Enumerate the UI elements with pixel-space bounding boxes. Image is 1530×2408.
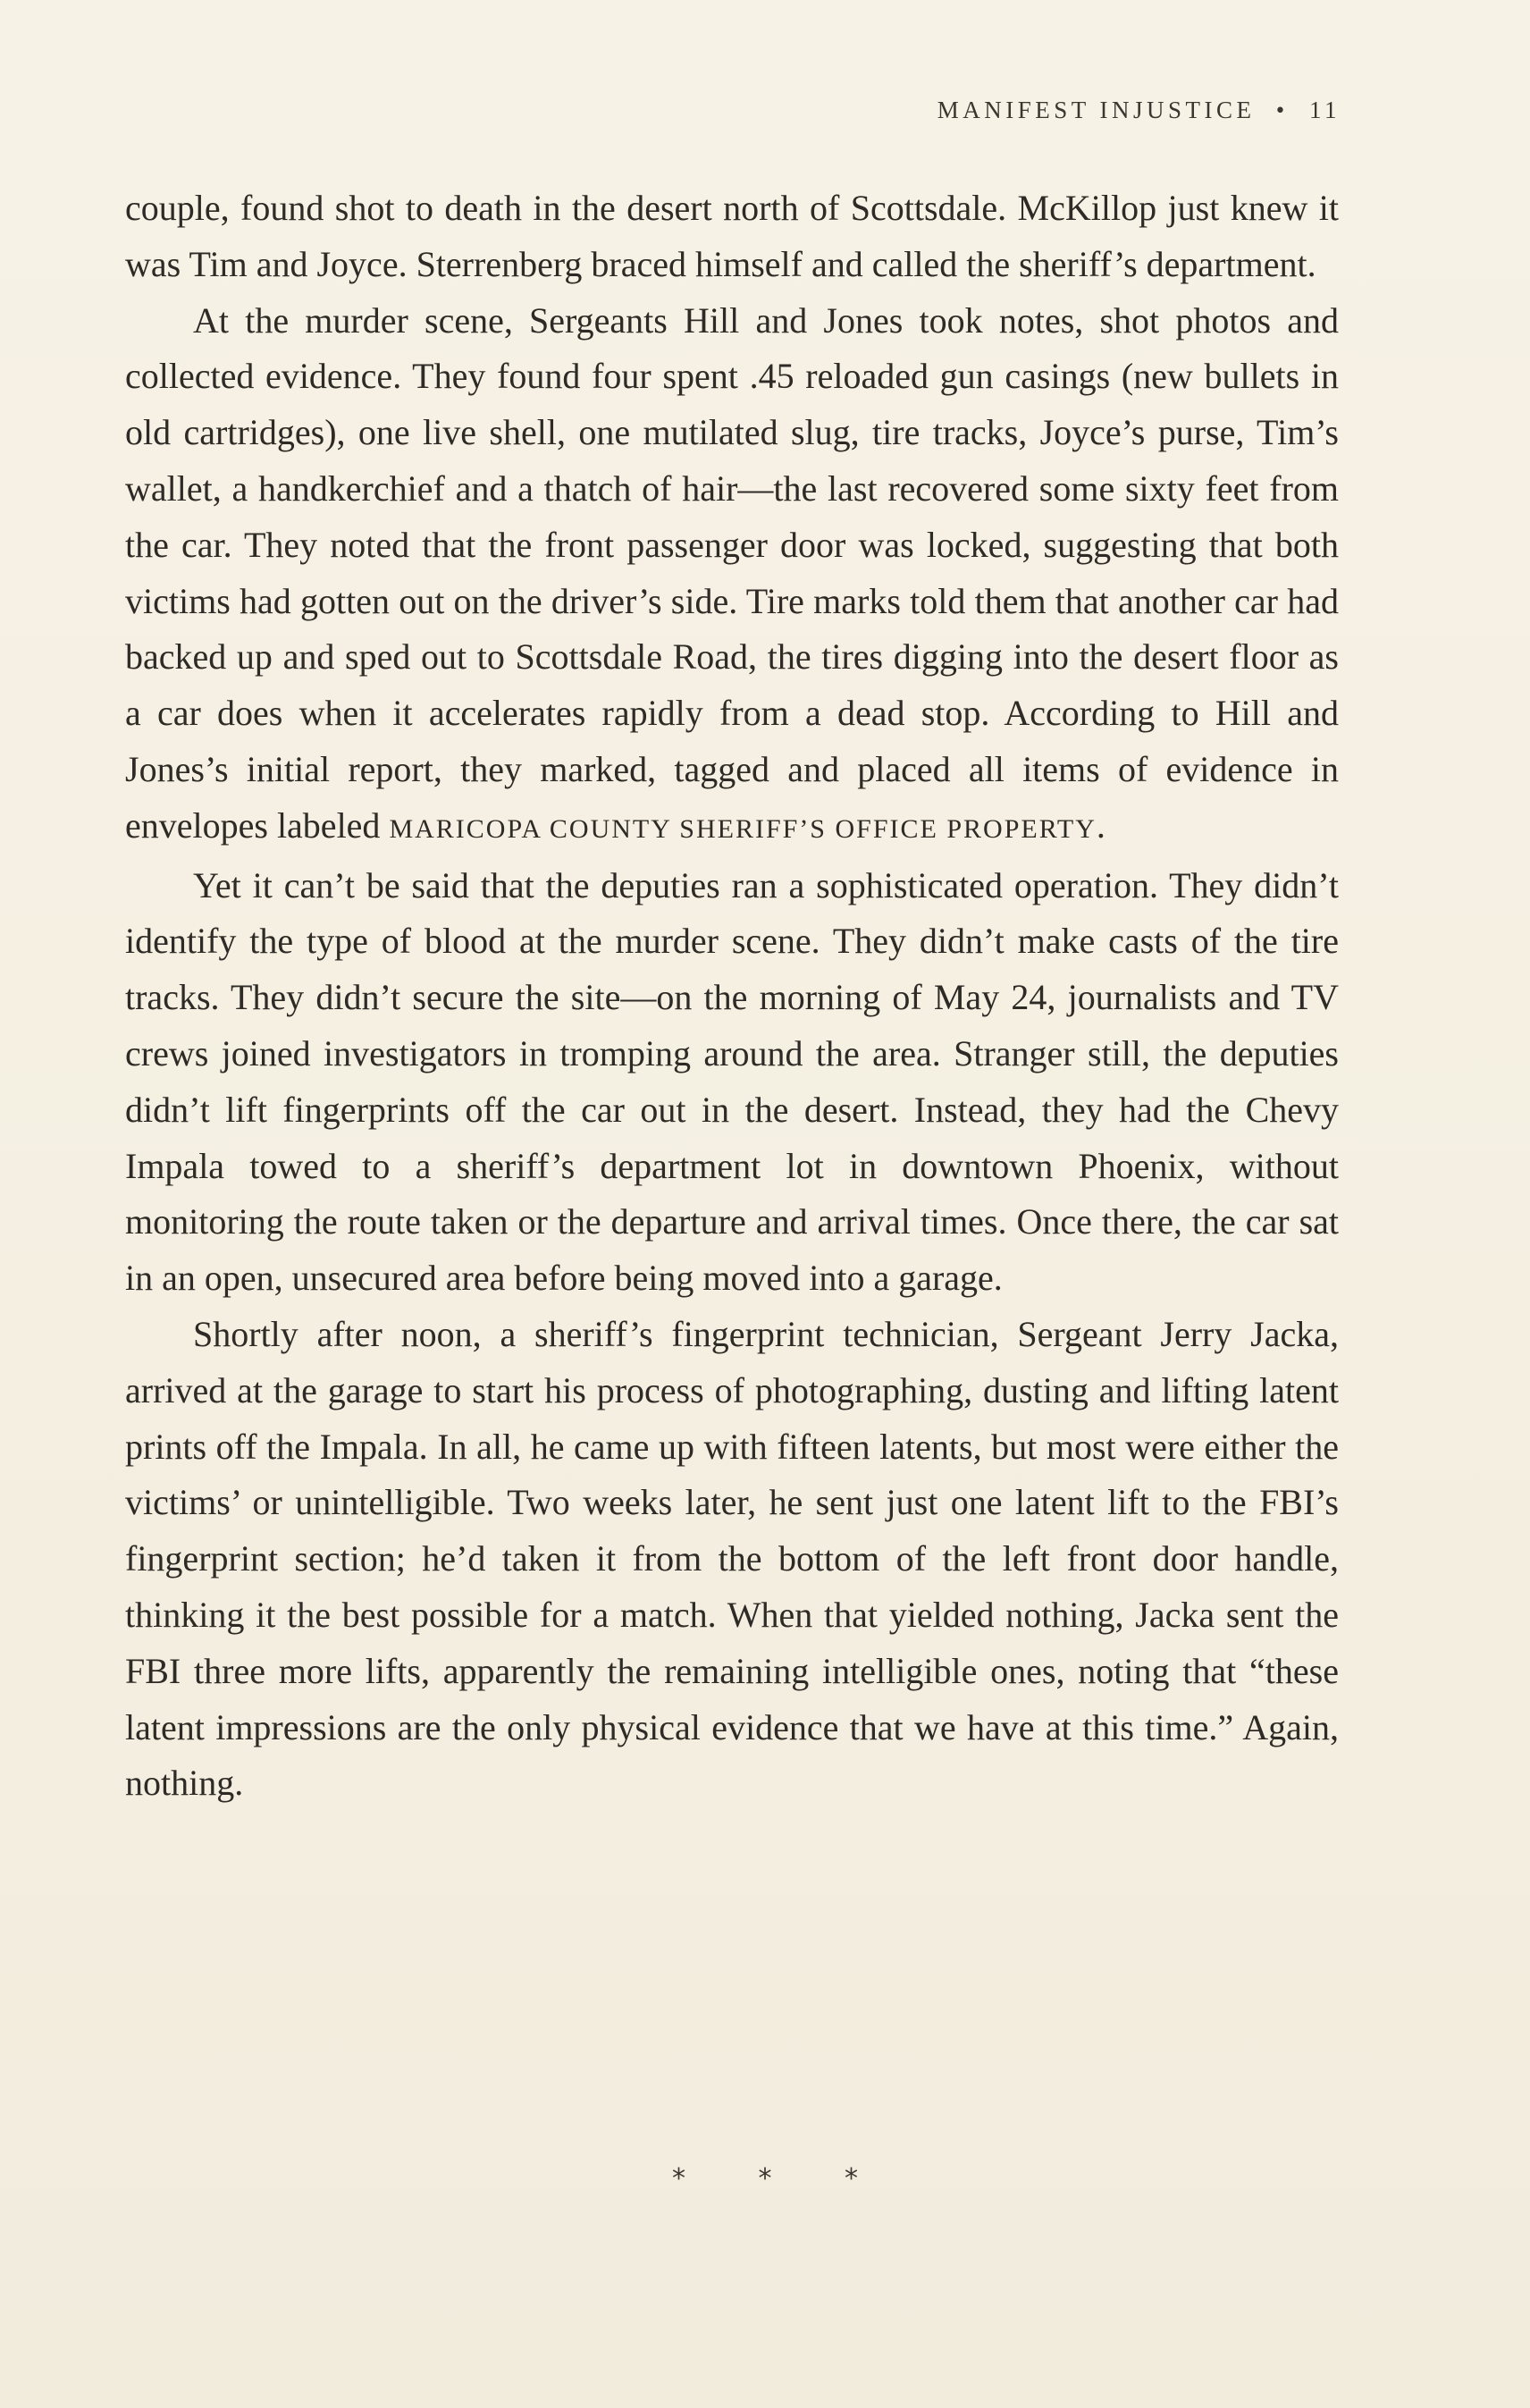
body-text [125, 181, 1339, 1812]
separator-bullet: • [1275, 97, 1289, 123]
paragraph-2 [125, 293, 1339, 858]
paragraph-4: Shortly after noon, a sheriff’s fingerprint technician, Sergeant Jerry Jacka, arrived at the garage to start his process of photographing, dusting and lifting latent prints off the Impala. In all, he came up with fifteen latents, but most were either the victims’ or unintelligible. Two weeks later, he sent just one latent lift to the FBI’s fingerprint section; he’d taken it from the bottom of the left front door handle, thinking it the best possible for a match. When that yielded nothing, Jacka sent the FBI three more lifts, apparently the remaining intelligible ones, noting that “these latent impressions are the only physical evidence that we have at this time.” Again, nothing. [125, 1313, 1339, 1804]
paragraph-1: couple, found shot to death in the desert north of Scottsdale. McKillop just knew it was Tim and Joyce. Sterrenberg braced himself and called the sheriff’s department. [125, 188, 1339, 284]
page-number: 11 [1309, 97, 1341, 123]
evidence-label-smallcaps: MARICOPA COUNTY SHERIFF’S OFFICE PROPERTY [389, 813, 1097, 844]
running-title: MANIFEST INJUSTICE [937, 97, 1256, 123]
scene-break: * * * [671, 2163, 891, 2194]
paragraph-2-text: At the murder scene, Sergeants Hill and Jones took notes, shot photos and collected evidence. They found four spent .45 reloaded gun casings (new bullets in old cartridges), one live shell, one mutilated slug, tire tracks, Joyce’s purse, Tim’s wallet, a handkerchief and a thatch of hair—the last recovered some sixty feet from the car. They noted that the front passenger door was locked, suggesting that both victims had gotten out on the driver’s side. Tire marks told them that another car had backed up and sped out to Scottsdale Road, the tires digging into the desert floor as a car does when it accelerates rapidly from a dead stop. According to Hill and Jones’s initial report, they marked, tagged and placed all items of evidence in envelopes labeled [125, 299, 1339, 846]
paragraph-3: Yet it can’t be said that the deputies ran a sophisticated operation. They didn’t identify the type of blood at the murder scene. They didn’t make casts of the tire tracks. They didn’t secure the site—on the morning of May 24, journalists and TV crews joined investigators in tromping around the area. Stranger still, the deputies didn’t lift fingerprints off the car out in the desert. Instead, they had the Chevy Impala towed to a sheriff’s department lot in downtown Phoenix, without monitoring the route taken or the departure and arrival times. Once there, the car sat in an open, unsecured area before being moved into a garage. [125, 864, 1339, 1299]
running-head [937, 97, 1341, 124]
paragraph-2-end: . [1096, 804, 1105, 846]
